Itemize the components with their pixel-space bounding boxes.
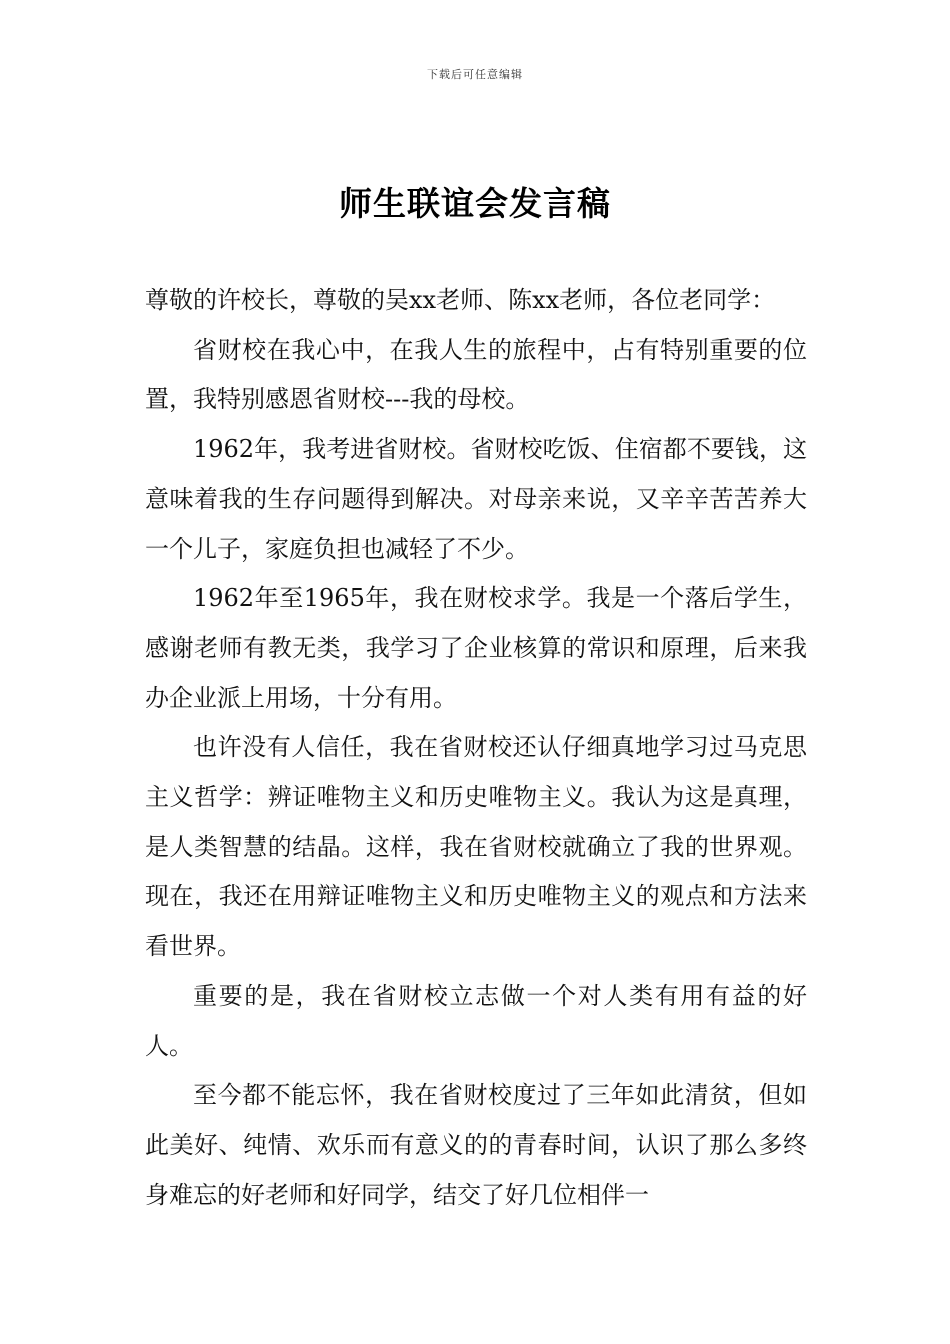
document-title: 师生联谊会发言稿 — [339, 184, 611, 223]
paragraph: 也许没有人信任，我在省财校还认仔细真地学习过马克思主义哲学：辨证唯物主义和历史唯物主义。我认为这是真理，是人类智慧的结晶。这样，我在省财校就确立了我的世界观。现在，我还在用辩证唯物主义和历史唯物主义的观点和方法来看世界。 — [145, 733, 807, 961]
paragraph: 省财校在我心中，在我人生的旅程中，占有特别重要的位置，我特别感恩省财校---我的母校。 — [145, 335, 807, 414]
salutation: 尊敬的许校长，尊敬的吴xx老师、陈xx老师，各位老同学： — [145, 286, 776, 314]
paragraph: 重要的是，我在省财校立志做一个对人类有用有益的好人。 — [145, 981, 807, 1060]
document-body — [145, 276, 807, 1220]
paragraph: 1962年，我考进省财校。省财校吃饭、住宿都不要钱，这意味着我的生存问题得到解决。对母亲来说，又辛辛苦苦养大一个儿子，家庭负担也减轻了不少。 — [145, 435, 807, 563]
paragraph: 1962年至1965年，我在财校求学。我是一个落后学生，感谢老师有教无类，我学习了企业核算的常识和原理，后来我办企业派上用场，十分有用。 — [145, 584, 807, 712]
paragraph: 至今都不能忘怀，我在省财校度过了三年如此清贫，但如此美好、纯情、欢乐而有意义的的青春时间，认识了那么多终身难忘的好老师和好同学，结交了好几位相伴一 — [145, 1081, 807, 1209]
header-note: 下载后可任意编辑 — [427, 68, 523, 81]
